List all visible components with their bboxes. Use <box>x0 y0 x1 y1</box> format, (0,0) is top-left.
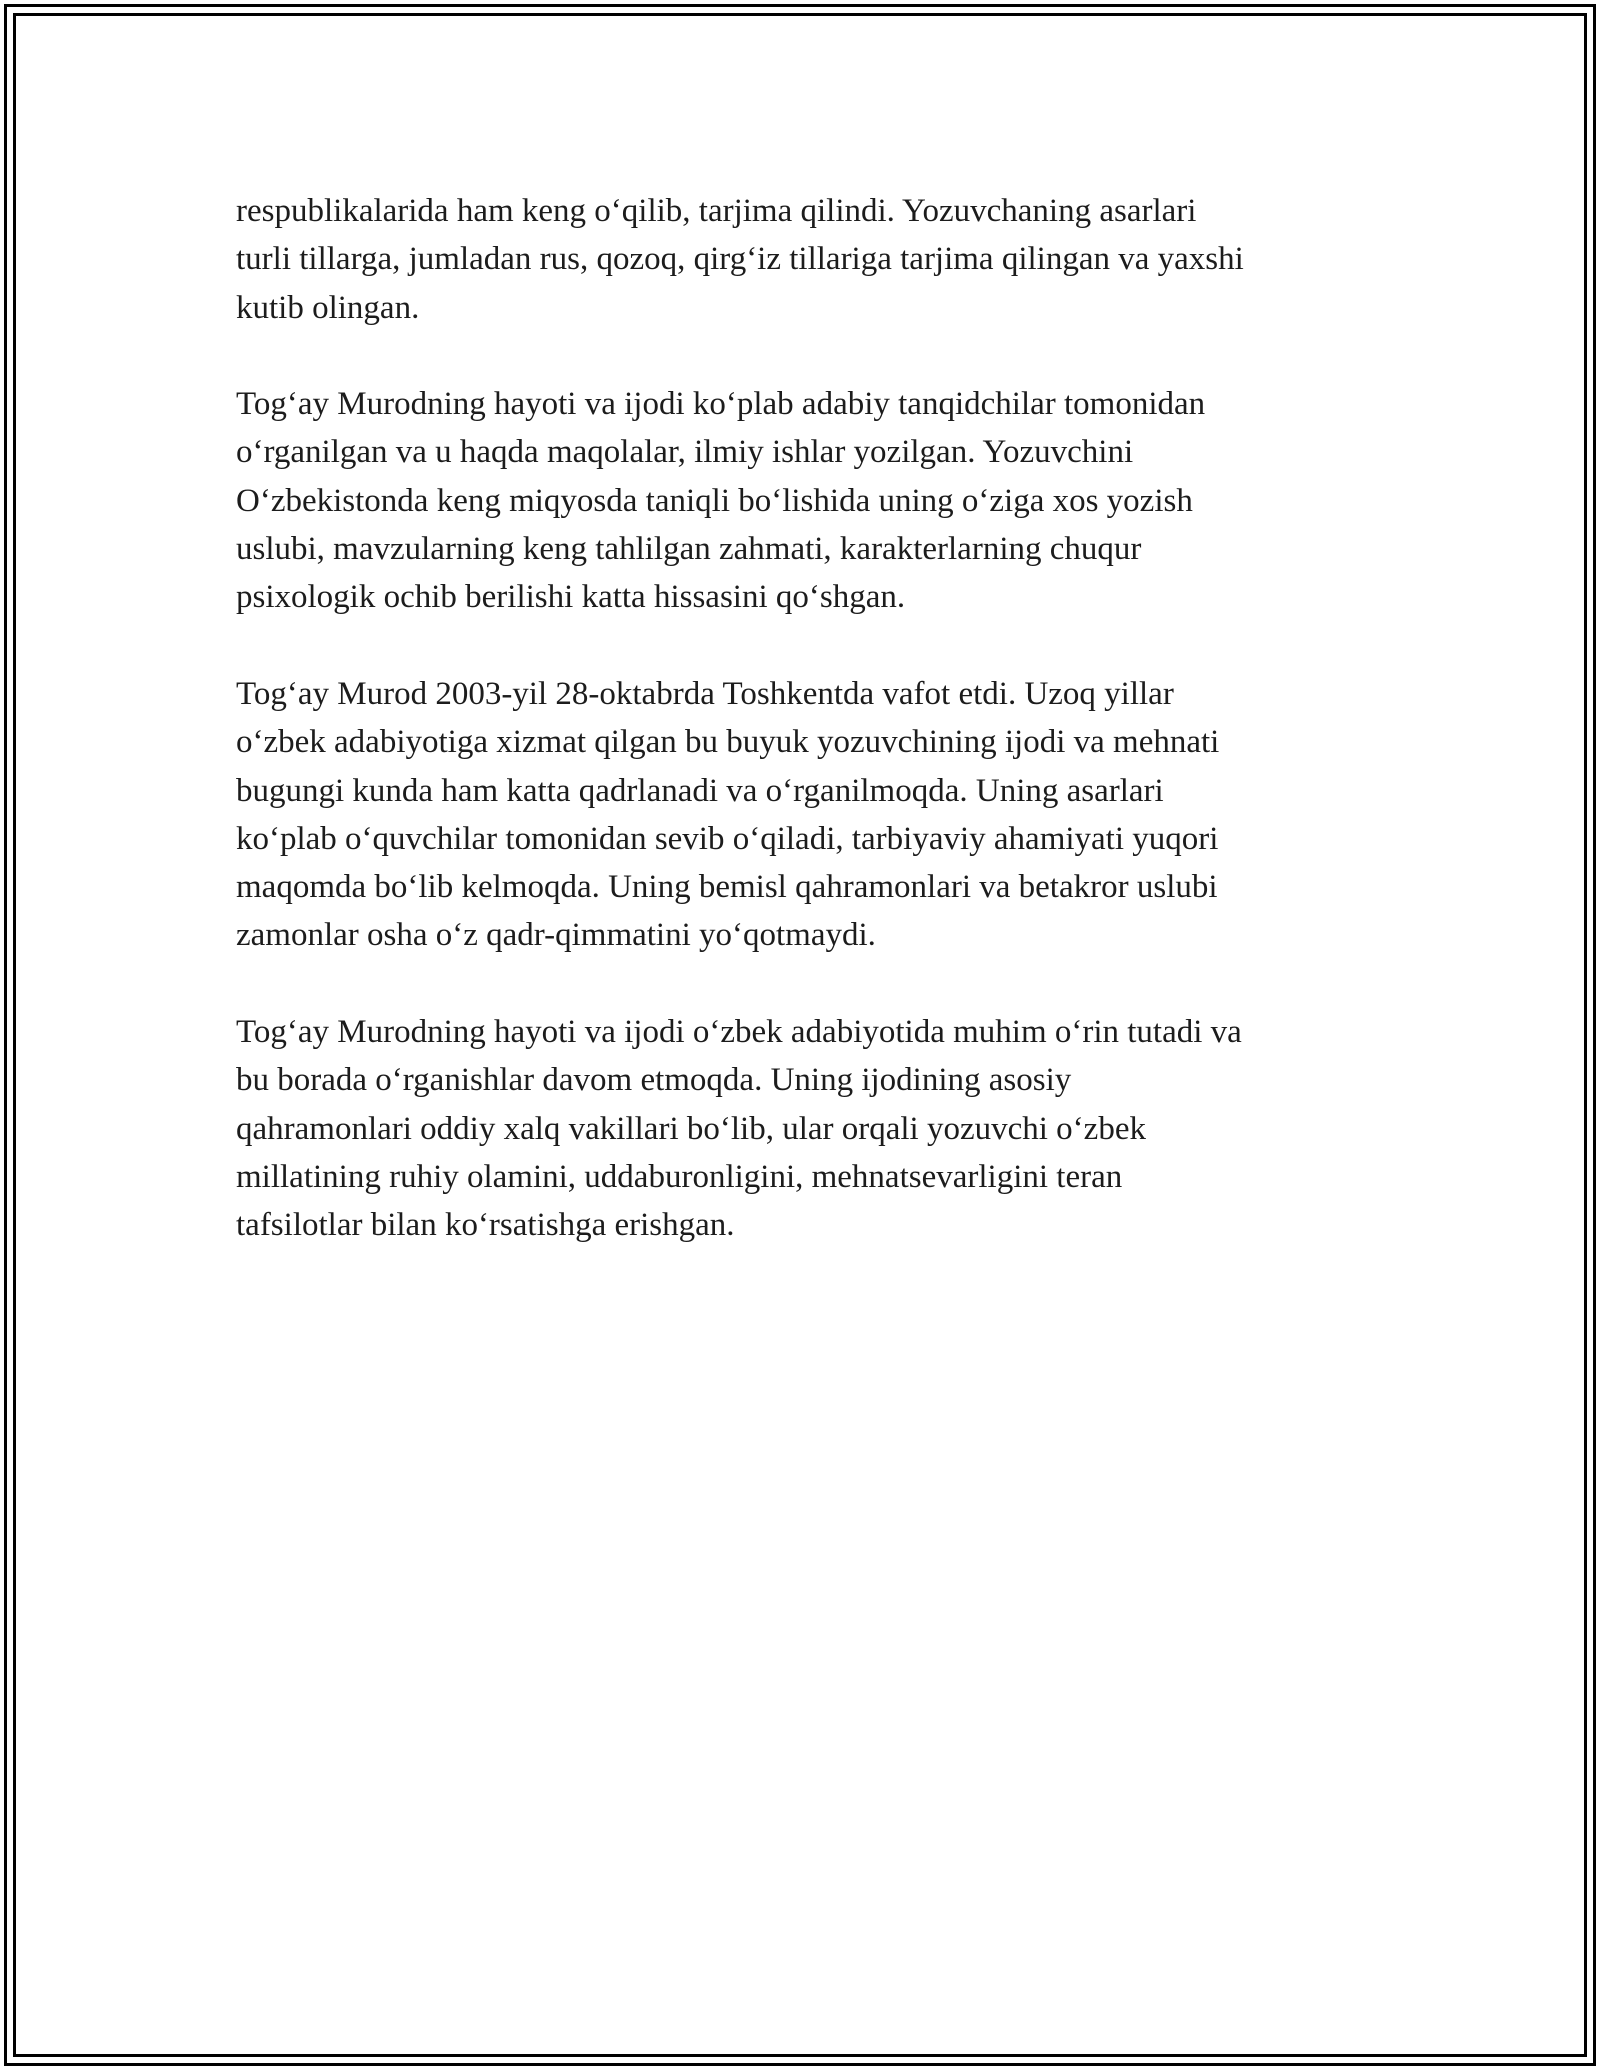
text-line: Tog‘ay Murodning hayoti va ijodi ko‘plab adabiy tanqidchilar tomonidan <box>236 386 1206 423</box>
text-line: bu borada o‘rganishlar davom etmoqda. Uning ijodining asosiy <box>236 1062 1072 1099</box>
text-line: respublikalarida ham keng o‘qilib, tarjima qilindi. Yozuvchaning asarlari <box>236 193 1197 229</box>
document-body <box>236 187 1366 1298</box>
paragraph-3 <box>236 670 1366 960</box>
text-line: millatining ruhiy olamini, uddaburonligini, mehnatsevarligini teran <box>236 1158 1123 1195</box>
text-line: uslubi, mavzularning keng tahlilgan zahmati, karakterlarning chuqur <box>236 531 1142 568</box>
text-line: zamonlar osha o‘z qadr-qimmatini yo‘qotmaydi. <box>236 917 876 954</box>
text-line: qahramonlari oddiy xalq vakillari bo‘lib, ular orqali yozuvchi o‘zbek <box>236 1110 1146 1147</box>
text-line: ko‘plab o‘quvchilar tomonidan sevib o‘qiladi, tarbiyaviy ahamiyati yuqori <box>236 820 1219 857</box>
text-line: Tog‘ay Murodning hayoti va ijodi o‘zbek adabiyotida muhim o‘rin tutadi va <box>236 1014 1242 1051</box>
text-line: kutib olingan. <box>236 289 420 326</box>
text-line: maqomda bo‘lib kelmoqda. Uning bemisl qahramonlari va betakror uslubi <box>236 869 1218 906</box>
text-line: psixologik ochib berilishi katta hissasini qo‘shgan. <box>236 579 906 616</box>
text-line: O‘zbekistonda keng miqyosda taniqli bo‘lishida uning o‘ziga xos yozish <box>236 482 1193 519</box>
paragraph-1 <box>236 187 1366 332</box>
text-line: tafsilotlar bilan ko‘rsatishga erishgan. <box>236 1207 735 1244</box>
paragraph-2 <box>236 380 1366 621</box>
text-line: o‘zbek adabiyotiga xizmat qilgan bu buyuk yozuvchining ijodi va mehnati <box>236 724 1220 761</box>
text-line: Tog‘ay Murod 2003-yil 28-oktabrda Toshkentda vafot etdi. Uzoq yillar <box>236 675 1174 712</box>
text-line: turli tillarga, jumladan rus, qozoq, qirg‘iz tillariga tarjima qilingan va yaxshi <box>236 241 1244 278</box>
paragraph-4 <box>236 1008 1366 1249</box>
text-line: bugungi kunda ham katta qadrlanadi va o‘rganilmoqda. Uning asarlari <box>236 772 1164 809</box>
text-line: o‘rganilgan va u haqda maqolalar, ilmiy ishlar yozilgan. Yozuvchini <box>236 434 1134 471</box>
